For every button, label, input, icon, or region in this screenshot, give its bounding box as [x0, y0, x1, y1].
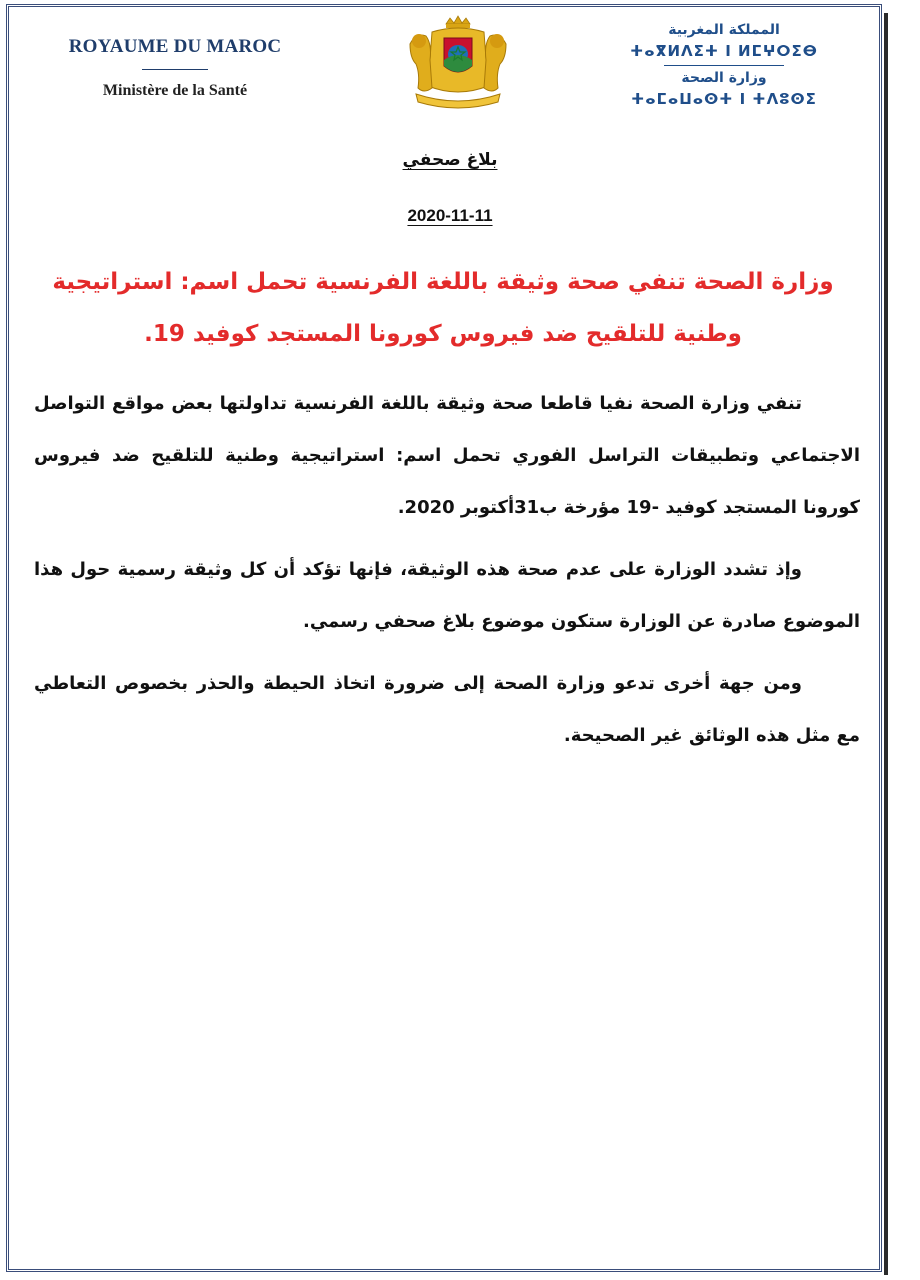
- header-right-block: [608, 20, 840, 110]
- body-paragraph-3: ومن جهة أخرى تدعو وزارة الصحة إلى ضرورة اتخاذ الحيطة والحذر بخصوص التعاطي مع مثل هذه الوثائق غير الصحيحة.: [34, 673, 860, 746]
- ministry-name-ar: وزارة الصحة: [681, 70, 767, 86]
- document-type-label: بلاغ صحفي: [402, 150, 498, 170]
- press-release-headline: وزارة الصحة تنفي صحة وثيقة باللغة الفرنسية تحمل اسم: استراتيجية وطنية للتلقيح ضد فيروس كورونا المستجد كوفيد 19.: [52, 269, 834, 347]
- kingdom-name-fr: ROYAUME DU MAROC: [68, 36, 282, 57]
- header-left-block: [40, 36, 310, 100]
- document-date-line: [0, 206, 900, 226]
- header-right-divider: [664, 65, 784, 66]
- coat-of-arms-of-morocco-icon: [402, 14, 514, 112]
- document-date: 2020-11-11: [407, 206, 493, 225]
- ministry-name-fr: Ministère de la Santé: [102, 82, 248, 99]
- kingdom-name-ar: المملكة المغربية: [668, 22, 780, 38]
- header-divider: [142, 69, 208, 70]
- ministry-name-tifinagh: ⵜⴰⵎⴰⵡⴰⵙⵜ ⵏ ⵜⴷⵓⵙⵉ: [631, 90, 817, 108]
- kingdom-name-tifinagh: ⵜⴰⴳⵍⴷⵉⵜ ⵏ ⵍⵎⵖⵔⵉⴱ: [630, 42, 818, 60]
- body-paragraph-1: تنفي وزارة الصحة نفيا قاطعا صحة وثيقة باللغة الفرنسية تداولتها بعض مواقع التواصل الاجتماعي وتطبيقات التراسل الفوري تحمل اسم: استراتيجية وطنية للتلقيح ضد فيروس كورونا المستجد كوفيد -19 مؤرخة ب31أكتوبر 2020.: [34, 393, 860, 518]
- document-type-title: [0, 150, 900, 170]
- body-paragraph-2: وإذ تشدد الوزارة على عدم صحة هذه الوثيقة، فإنها تؤكد أن كل وثيقة رسمية حول هذا الموضوع صادرة عن الوزارة ستكون موضوع بلاغ صحفي رسمي.: [34, 559, 860, 632]
